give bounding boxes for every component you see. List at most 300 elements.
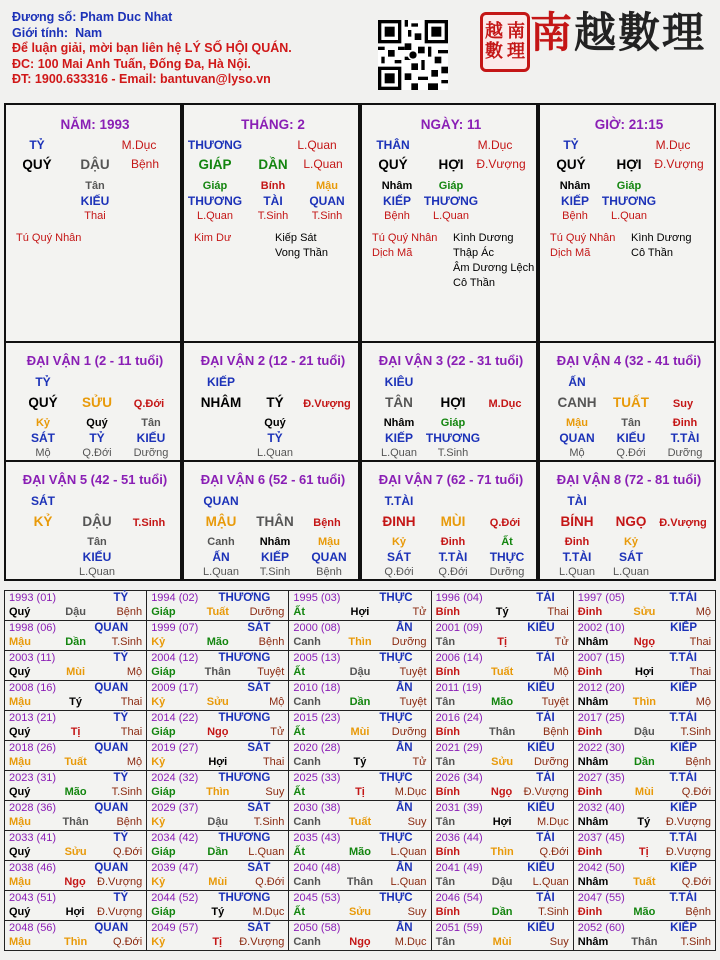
year-branch: Dậu xyxy=(65,606,86,618)
year-star: QUAN xyxy=(94,682,129,694)
year-pillar xyxy=(9,785,142,799)
year-stem: Mậu xyxy=(9,636,31,648)
year-star: T.TÀI xyxy=(669,592,697,604)
year-branch: Ngọ xyxy=(490,786,513,798)
year-pillar xyxy=(578,695,711,709)
year-cell xyxy=(289,711,431,741)
year-line xyxy=(151,591,284,605)
year-line xyxy=(293,681,426,695)
dai-van-box xyxy=(538,341,716,462)
year-label: 2032 (40) xyxy=(577,802,625,814)
year-stem: Tân xyxy=(435,876,456,888)
hidden-stem: Nhâm xyxy=(259,536,291,548)
year-state: Đ.Vượng xyxy=(665,846,711,858)
year-stem: Mậu xyxy=(9,756,31,768)
year-stem: Ất xyxy=(293,846,305,858)
year-stem: Bính xyxy=(435,726,461,738)
year-cell xyxy=(431,651,573,681)
year-pillar xyxy=(151,605,284,619)
hidden-state: Q.Đới xyxy=(616,447,646,459)
year-pillar xyxy=(9,935,142,949)
hidden-stem: Giáp xyxy=(616,180,642,192)
year-cell xyxy=(431,891,573,921)
year-state: Tuyệt xyxy=(399,666,427,678)
year-label: 2040 (48) xyxy=(293,862,341,874)
seal-char: 數 xyxy=(485,41,503,62)
seal-char: 理 xyxy=(507,41,525,62)
year-stem: Canh xyxy=(293,636,321,648)
pillar-branch: HỢI xyxy=(616,157,642,172)
year-branch: Sửu xyxy=(206,696,229,708)
year-stem: Nhâm xyxy=(577,696,609,708)
year-label: 1997 (05) xyxy=(577,592,625,604)
logo-char-4: 理 xyxy=(662,8,707,57)
hidden-star: THỰC xyxy=(489,550,525,564)
hidden-star: THƯƠNG xyxy=(425,431,481,445)
owner-name: Pham Duc Nhat xyxy=(79,10,173,24)
year-line xyxy=(293,711,426,725)
year-branch: Thìn xyxy=(632,696,656,708)
year-branch: Dậu xyxy=(207,816,229,828)
dai-van-stem: NHÂM xyxy=(200,395,242,410)
year-line xyxy=(436,831,569,845)
year-label: 2012 (20) xyxy=(577,682,625,694)
hidden-stem: Giáp xyxy=(438,180,464,192)
year-branch: Mão xyxy=(348,846,371,858)
year-pillar xyxy=(436,695,569,709)
year-star: QUAN xyxy=(94,742,129,754)
year-state: M.Dục xyxy=(252,906,285,918)
year-branch: Sửu xyxy=(64,846,87,858)
year-stem: Bính xyxy=(435,846,461,858)
year-state: L.Quan xyxy=(390,846,427,858)
hidden-state: L.Quan xyxy=(558,566,596,578)
year-label: 2017 (25) xyxy=(577,712,625,724)
hidden-stem: Mậu xyxy=(566,417,588,429)
pillar-state: M.Dục xyxy=(477,138,513,152)
dai-van-box xyxy=(182,341,360,462)
year-cell xyxy=(573,891,715,921)
year-line xyxy=(151,921,284,935)
year-stem: Quý xyxy=(9,666,31,678)
year-label: 2023 (31) xyxy=(9,772,57,784)
year-label: 2042 (50) xyxy=(577,862,625,874)
year-label: 1993 (01) xyxy=(9,592,57,604)
dai-van-state: Đ.Vượng xyxy=(659,517,707,529)
hidden-star: T.TÀI xyxy=(670,431,700,445)
logo-char-1: 南 xyxy=(530,8,575,57)
year-label: 2009 (17) xyxy=(151,682,199,694)
year-cell xyxy=(431,921,573,951)
dai-van-title: ĐẠI VẬN 2 (12 - 21 tuổi) xyxy=(200,353,346,368)
year-cell xyxy=(147,921,289,951)
hidden-stem: Đinh xyxy=(564,536,590,548)
year-state: Tử xyxy=(412,606,427,618)
address-line: ĐC: 100 Mai Anh Tuấn, Đống Đa, Hà Nội. xyxy=(12,56,251,71)
year-line xyxy=(9,681,142,695)
year-state: M.Dục xyxy=(536,816,569,828)
year-stem: Canh xyxy=(293,696,321,708)
year-label: 2007 (15) xyxy=(577,652,625,664)
shensha-right: Cô Thần xyxy=(453,277,495,289)
dai-van-box xyxy=(4,460,182,581)
dai-van-state: M.Dục xyxy=(488,398,522,410)
year-cell xyxy=(573,591,715,621)
year-star: THƯƠNG xyxy=(218,712,271,724)
year-label: 2020 (28) xyxy=(293,742,341,754)
header-info xyxy=(12,10,292,88)
year-stem: Giáp xyxy=(151,906,176,918)
year-label: 2035 (43) xyxy=(293,832,341,844)
dai-van-title: ĐẠI VẬN 5 (42 - 51 tuổi) xyxy=(22,472,168,487)
year-state: Thai xyxy=(120,696,143,708)
hidden-stem: Mậu xyxy=(316,180,338,192)
year-line xyxy=(436,741,569,755)
year-pillar xyxy=(436,815,569,829)
year-cell xyxy=(289,801,431,831)
dai-van-state: Suy xyxy=(672,398,694,410)
year-cell xyxy=(289,831,431,861)
hidden-state: T.Sinh xyxy=(259,566,291,578)
year-branch: Mão xyxy=(633,906,656,918)
year-stem: Ất xyxy=(293,786,305,798)
year-label: 2052 (60) xyxy=(577,922,625,934)
gender-label: Giới tính: xyxy=(12,25,69,40)
year-star: THỰC xyxy=(379,832,413,844)
year-stem: Canh xyxy=(293,936,321,948)
dai-van-title: ĐẠI VẬN 6 (52 - 61 tuổi) xyxy=(200,472,346,487)
year-state: Q.Đới xyxy=(539,846,569,858)
year-stem: Giáp xyxy=(151,606,176,618)
year-line xyxy=(9,891,142,905)
year-branch: Dần xyxy=(65,636,86,648)
year-cell xyxy=(5,741,147,771)
year-stem: Nhâm xyxy=(577,816,609,828)
dai-van-state: Q.Đới xyxy=(133,398,165,410)
year-pillar xyxy=(578,785,711,799)
year-cell xyxy=(147,831,289,861)
year-stem: Giáp xyxy=(151,666,176,678)
year-star: T.TÀI xyxy=(669,892,697,904)
hidden-star: QUAN xyxy=(559,431,595,445)
dai-van-stem: QUÝ xyxy=(28,395,58,410)
year-label: 2051 (59) xyxy=(435,922,483,934)
hidden-star: TỶ xyxy=(267,431,283,445)
year-star: TỶ xyxy=(113,892,129,904)
year-state: Q.Đới xyxy=(681,786,712,798)
year-pillar xyxy=(9,635,142,649)
year-line xyxy=(293,801,426,815)
year-star: THỰC xyxy=(379,892,413,904)
year-stem: Quý xyxy=(9,906,31,918)
year-line xyxy=(293,621,426,635)
hidden-stem: Kỷ xyxy=(623,536,639,548)
year-star: TÀI xyxy=(536,712,555,724)
year-state: Tuyệt xyxy=(399,696,427,708)
year-line xyxy=(151,801,284,815)
year-pillar xyxy=(436,785,569,799)
year-state: Bệnh xyxy=(258,636,285,648)
year-label: 2045 (53) xyxy=(293,892,341,904)
year-pillar xyxy=(151,815,284,829)
year-line xyxy=(578,861,711,875)
hidden-star: KIẾP xyxy=(560,194,590,208)
year-star: T.TÀI xyxy=(669,832,697,844)
year-branch: Tị xyxy=(355,786,365,798)
year-star: THỰC xyxy=(379,712,413,724)
year-cell xyxy=(573,801,715,831)
dai-van-box xyxy=(538,460,716,581)
year-star: KIẾP xyxy=(670,682,697,694)
year-label: 2006 (14) xyxy=(435,652,483,664)
year-pillar xyxy=(9,845,142,859)
year-star: THƯƠNG xyxy=(218,652,271,664)
year-cell xyxy=(431,771,573,801)
dai-van-star: KIÊU xyxy=(384,375,414,389)
dai-van-star: TÀI xyxy=(567,494,587,508)
year-line xyxy=(436,651,569,665)
seal-char: 南 xyxy=(507,21,525,42)
hidden-stem: Kỷ xyxy=(35,417,51,429)
year-state: Q.Đới xyxy=(112,936,143,948)
year-line xyxy=(578,801,711,815)
year-state: Suy xyxy=(407,906,427,918)
shensha-left: Tú Quý Nhân xyxy=(372,232,438,244)
shensha-right: Âm Dương Lệch xyxy=(453,262,535,274)
year-state: Mộ xyxy=(695,606,712,618)
pillar-title: THÁNG: 2 xyxy=(241,117,305,132)
year-branch: Dậu xyxy=(349,666,371,678)
year-star: ẤN xyxy=(395,682,413,694)
year-stem: Quý xyxy=(9,846,31,858)
year-stem: Kỷ xyxy=(151,756,166,768)
year-stem: Quý xyxy=(9,606,31,618)
year-label: 2001 (09) xyxy=(435,622,483,634)
hidden-stem: Ất xyxy=(501,536,513,548)
year-state: Mộ xyxy=(695,696,712,708)
hidden-state: Bệnh xyxy=(562,210,588,222)
year-line xyxy=(9,921,142,935)
hidden-stem: Giáp xyxy=(202,180,228,192)
year-stem: Ất xyxy=(293,666,305,678)
year-branch: Mùi xyxy=(492,936,512,948)
year-pillar xyxy=(578,815,711,829)
year-pillar xyxy=(151,695,284,709)
year-state: Tuyệt xyxy=(541,696,569,708)
year-star: TỶ xyxy=(113,652,129,664)
year-star: TÀI xyxy=(536,772,555,784)
year-cell xyxy=(573,861,715,891)
year-pillar xyxy=(578,755,711,769)
dai-van-branch: DẬU xyxy=(82,514,112,529)
year-stem: Canh xyxy=(293,756,321,768)
hidden-state: Mộ xyxy=(569,447,585,459)
year-stem: Tân xyxy=(435,816,456,828)
year-branch: Mùi xyxy=(208,876,228,888)
year-star: T.TÀI xyxy=(669,712,697,724)
year-stem: Kỷ xyxy=(151,816,166,828)
hidden-star: SÁT xyxy=(619,550,643,564)
year-star: THƯƠNG xyxy=(218,592,271,604)
year-star: SÁT xyxy=(247,742,271,754)
year-pillar xyxy=(293,905,426,919)
hidden-stem: Bính xyxy=(260,180,286,192)
year-label: 1994 (02) xyxy=(151,592,199,604)
year-star: SÁT xyxy=(247,862,271,874)
dai-van-branch: HỢI xyxy=(440,395,466,410)
year-state: Q.Đới xyxy=(681,876,712,888)
year-cell xyxy=(573,831,715,861)
pillar-title: NĂM: 1993 xyxy=(60,117,130,132)
year-branch: Hợi xyxy=(350,606,370,618)
year-cell xyxy=(147,771,289,801)
year-label: 2029 (37) xyxy=(151,802,199,814)
year-state: Đ.Vượng xyxy=(97,876,143,888)
shensha-right: Vong Thần xyxy=(275,247,329,259)
pillar-title: NGÀY: 11 xyxy=(420,117,482,132)
year-cell xyxy=(431,831,573,861)
year-cell xyxy=(289,921,431,951)
hidden-state: Dưỡng xyxy=(489,566,525,578)
year-state: Q.Đới xyxy=(112,846,143,858)
year-label: 2034 (42) xyxy=(151,832,199,844)
year-stem: Tân xyxy=(435,936,456,948)
year-cell xyxy=(147,801,289,831)
hidden-state: T.Sinh xyxy=(311,210,343,222)
hidden-state: Bệnh xyxy=(316,566,342,578)
year-line xyxy=(9,741,142,755)
year-label: 2015 (23) xyxy=(293,712,341,724)
year-cell xyxy=(431,681,573,711)
logo-char-3: 數 xyxy=(618,8,663,57)
pillar-box xyxy=(538,103,716,343)
year-label: 2024 (32) xyxy=(151,772,199,784)
year-pillar xyxy=(293,845,426,859)
shensha-right: Cô Thần xyxy=(631,247,673,259)
pillar-box xyxy=(182,103,360,343)
year-label: 2016 (24) xyxy=(435,712,483,724)
year-line xyxy=(9,621,142,635)
year-stem: Đinh xyxy=(577,606,603,618)
year-branch: Hợi xyxy=(208,756,228,768)
year-state: Bệnh xyxy=(116,606,143,618)
year-pillar xyxy=(436,755,569,769)
year-branch: Thân xyxy=(489,726,516,738)
hidden-star: ẤN xyxy=(212,550,230,564)
year-line xyxy=(9,831,142,845)
year-branch: Dần xyxy=(633,756,655,768)
year-cell xyxy=(5,711,147,741)
year-branch: Tý xyxy=(495,606,509,618)
year-branch: Ngọ xyxy=(633,636,656,648)
year-state: M.Dục xyxy=(394,936,427,948)
year-pillar xyxy=(578,665,711,679)
dai-van-branch: NGỌ xyxy=(615,514,647,529)
year-branch: Tuất xyxy=(206,606,229,618)
year-pillar xyxy=(151,875,284,889)
hidden-state: Mộ xyxy=(35,447,51,459)
year-branch: Thìn xyxy=(348,636,372,648)
shensha-right: Thập Ác xyxy=(453,247,494,259)
year-cell xyxy=(289,861,431,891)
year-state: T.Sinh xyxy=(111,636,143,648)
year-star: TÀI xyxy=(536,592,555,604)
year-branch: Tuất xyxy=(633,876,656,888)
year-cell xyxy=(289,741,431,771)
year-label: 2026 (34) xyxy=(435,772,483,784)
year-state: T.Sinh xyxy=(538,906,569,918)
year-stem: Đinh xyxy=(577,786,603,798)
year-cell xyxy=(5,801,147,831)
year-line xyxy=(578,771,711,785)
annual-luck-table xyxy=(4,590,716,951)
year-cell xyxy=(147,891,289,921)
year-pillar xyxy=(578,875,711,889)
contact-line: Để luận giải, mời bạn liên hệ LÝ SỐ HỘI QUÁN. xyxy=(12,41,292,55)
pillar-title: GIỜ: 21:15 xyxy=(594,117,664,132)
year-pillar xyxy=(151,635,284,649)
year-line xyxy=(9,771,142,785)
year-line xyxy=(578,921,711,935)
year-label: 2033 (41) xyxy=(9,832,57,844)
year-cell xyxy=(573,741,715,771)
year-cell xyxy=(573,651,715,681)
pillar-box xyxy=(360,103,538,343)
hidden-star: KIẾU xyxy=(82,550,112,564)
year-pillar xyxy=(9,605,142,619)
hidden-state: L.Quan xyxy=(256,447,294,459)
year-pillar xyxy=(151,935,284,949)
year-branch: Thân xyxy=(204,666,231,678)
year-pillar xyxy=(293,635,426,649)
year-line xyxy=(151,681,284,695)
pillar-box xyxy=(4,103,182,343)
year-label: 2047 (55) xyxy=(577,892,625,904)
hidden-state: Q.Đới xyxy=(82,447,112,459)
year-star: TỶ xyxy=(113,832,129,844)
year-branch: Sửu xyxy=(633,606,656,618)
year-pillar xyxy=(151,725,284,739)
year-cell xyxy=(147,651,289,681)
year-label: 2010 (18) xyxy=(293,682,341,694)
dai-van-title: ĐẠI VẬN 8 (72 - 81 tuổi) xyxy=(556,472,702,487)
hidden-stem: Tân xyxy=(621,417,641,429)
year-pillar xyxy=(9,815,142,829)
year-stem: Canh xyxy=(293,816,321,828)
year-line xyxy=(151,711,284,725)
year-line xyxy=(578,681,711,695)
year-label: 2030 (38) xyxy=(293,802,341,814)
shensha-left: Dịch Mã xyxy=(550,247,591,259)
year-line xyxy=(436,621,569,635)
year-state: T.Sinh xyxy=(111,786,143,798)
year-state: M.Dục xyxy=(394,786,427,798)
year-stem: Đinh xyxy=(577,906,603,918)
pillar-star: THÂN xyxy=(376,138,410,152)
year-cell xyxy=(289,891,431,921)
year-branch: Dậu xyxy=(491,876,513,888)
year-pillar xyxy=(9,665,142,679)
year-star: KIẾU xyxy=(527,862,555,874)
hidden-stem: Kỷ xyxy=(391,536,407,548)
year-state: Mộ xyxy=(126,756,143,768)
year-star: KIẾP xyxy=(670,802,697,814)
year-state: Mộ xyxy=(126,666,143,678)
qr-code-icon xyxy=(378,20,448,90)
year-state: Bệnh xyxy=(116,816,143,828)
year-cell xyxy=(147,591,289,621)
year-state: Đ.Vượng xyxy=(665,816,711,828)
